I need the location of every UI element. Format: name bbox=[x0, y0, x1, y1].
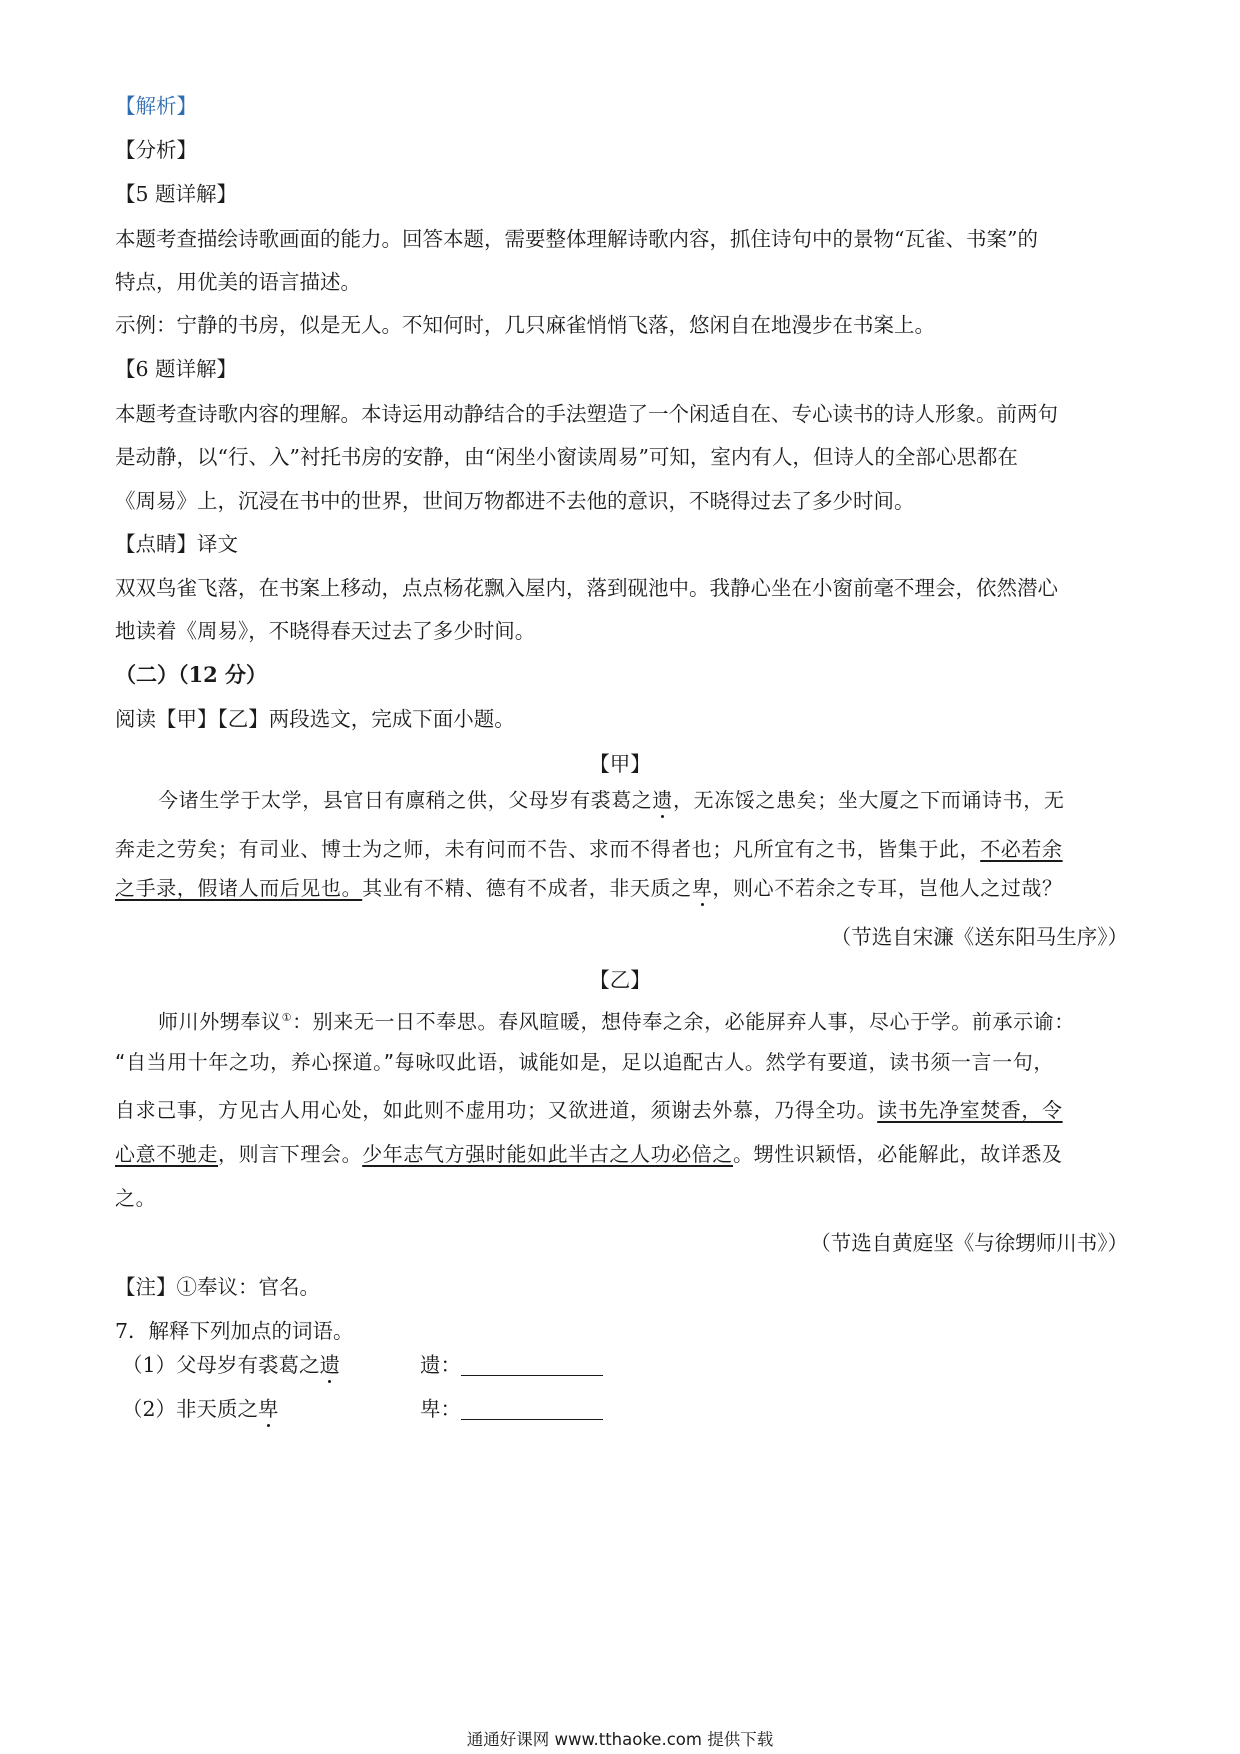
yi-line-2: “自当用十年之功，养心探道。”每咏叹此语，诚能如是，足以追配古人。然学有要道，读书须一言一句， bbox=[115, 1050, 1054, 1074]
q6-text-line-3: 《周易》上，沉浸在书中的世界，世间万物都进不去他的意识，不晓得过去了多少时间。 bbox=[115, 489, 915, 513]
yi-line-3: 自求己事，方见古人用心处，如此则不虚用功；又欲进道，须谢去外慕，乃得全功。读书先净室焚香，令 bbox=[115, 1098, 1063, 1122]
translation-line-1: 双双鸟雀飞落，在书案上移动，点点杨花飘入屋内，落到砚池中。我静心坐在小窗前毫不理会，依然潜心 bbox=[115, 576, 1058, 600]
q6-text-line-2: 是动静，以“行、入”衬托书房的安静，由“闲坐小窗读周易”可知，室内有人，但诗人的全部心思都在 bbox=[115, 445, 1018, 469]
dotted-char-bei: 卑 bbox=[691, 876, 713, 900]
translation-line-2: 地读着《周易》，不晓得春天过去了多少时间。 bbox=[115, 619, 536, 643]
jia-line-1: 今诸生学于太学，县官日有廪稍之供，父母岁有裘葛之遗，无冻馁之患矣；坐大厦之下而诵诗书，无 bbox=[158, 788, 1065, 812]
underlined-sentence: 不必若余 bbox=[980, 837, 1063, 861]
q5-text-line-1: 本题考查描绘诗歌画面的能力。回答本题，需要整体理解诗歌内容，抓住诗句中的景物“瓦雀、书案”的 bbox=[115, 227, 1038, 251]
q7-item-1: （1）父母岁有裘葛之遗 bbox=[122, 1353, 341, 1377]
jia-line-3: 之手录，假诸人而后见也。其业有不精、德有不成者，非天质之卑，则心不若余之专耳，岂他人之过哉？ bbox=[115, 876, 1063, 900]
q7-answer-1: 遗： bbox=[420, 1351, 603, 1379]
jia-heading: 【甲】 bbox=[589, 752, 651, 776]
page-footer: 通通好课网 www.tthaoke.com 提供下载 bbox=[466, 1730, 774, 1749]
q5-text-line-2: 特点，用优美的语言描述。 bbox=[115, 270, 361, 294]
fenxi-heading: 【分析】 bbox=[115, 138, 197, 162]
jia-source: （节选自宋濂《送东阳马生序》） bbox=[830, 925, 1128, 949]
q5-example: 示例：宁静的书房，似是无人。不知何时，几只麻雀悄悄飞落，悠闲自在地漫步在书案上。 bbox=[115, 313, 935, 337]
dotted-char-yi: 遗 bbox=[652, 788, 674, 812]
dotted-char-bei: 卑 bbox=[258, 1397, 279, 1421]
q7-item-2: （2）非天质之卑 bbox=[122, 1397, 279, 1421]
yi-line-4: 心意不驰走，则言下理会。少年志气方强时能如此半古之人功必倍之。甥性识颖悟，必能解此，故详悉及 bbox=[115, 1142, 1063, 1166]
footnote: 【注】①奉议：官名。 bbox=[115, 1275, 320, 1299]
underlined-sentence: 之手录，假诸人而后见也。 bbox=[115, 876, 363, 900]
answer-blank[interactable] bbox=[461, 1353, 603, 1376]
yi-source: （节选自黄庭坚《与徐甥师川书》） bbox=[810, 1231, 1128, 1255]
dianjing-heading: 【点睛】译文 bbox=[115, 532, 238, 556]
section-title: （二）（12 分） bbox=[115, 662, 268, 687]
q5-heading: 【5 题详解】 bbox=[115, 182, 238, 206]
yi-line-5: 之。 bbox=[115, 1186, 157, 1210]
q6-text-line-1: 本题考查诗歌内容的理解。本诗运用动静结合的手法塑造了一个闲适自在、专心读书的诗人形象。前两句 bbox=[115, 402, 1058, 426]
yi-line-1: 师川外甥奉议①：别来无一日不奉思。春风暄暖，想侍奉之余，必能屏弃人事，尽心于学。前承示谕： bbox=[158, 1009, 1075, 1034]
analysis-heading: 【解析】 bbox=[115, 94, 197, 118]
section-instruction: 阅读【甲】【乙】两段选文，完成下面小题。 bbox=[115, 707, 515, 731]
jia-line-2: 奔走之劳矣；有司业、博士为之师，未有问而不告、求而不得者也；凡所宜有之书，皆集于此，不必若余 bbox=[115, 837, 1063, 861]
yi-heading: 【乙】 bbox=[589, 968, 651, 992]
underlined-sentence: 少年志气方强时能如此半古之人功必倍之 bbox=[362, 1142, 734, 1166]
underlined-sentence: 读书先净室焚香，令 bbox=[877, 1098, 1063, 1122]
underlined-sentence: 心意不驰走 bbox=[115, 1142, 218, 1166]
footnote-marker: ① bbox=[281, 1011, 293, 1024]
q7-stem: 7．解释下列加点的词语。 bbox=[115, 1319, 354, 1343]
q6-heading: 【6 题详解】 bbox=[115, 357, 238, 381]
answer-blank[interactable] bbox=[461, 1397, 603, 1420]
q7-answer-2: 卑： bbox=[420, 1395, 603, 1423]
dotted-char-yi: 遗 bbox=[319, 1353, 341, 1377]
